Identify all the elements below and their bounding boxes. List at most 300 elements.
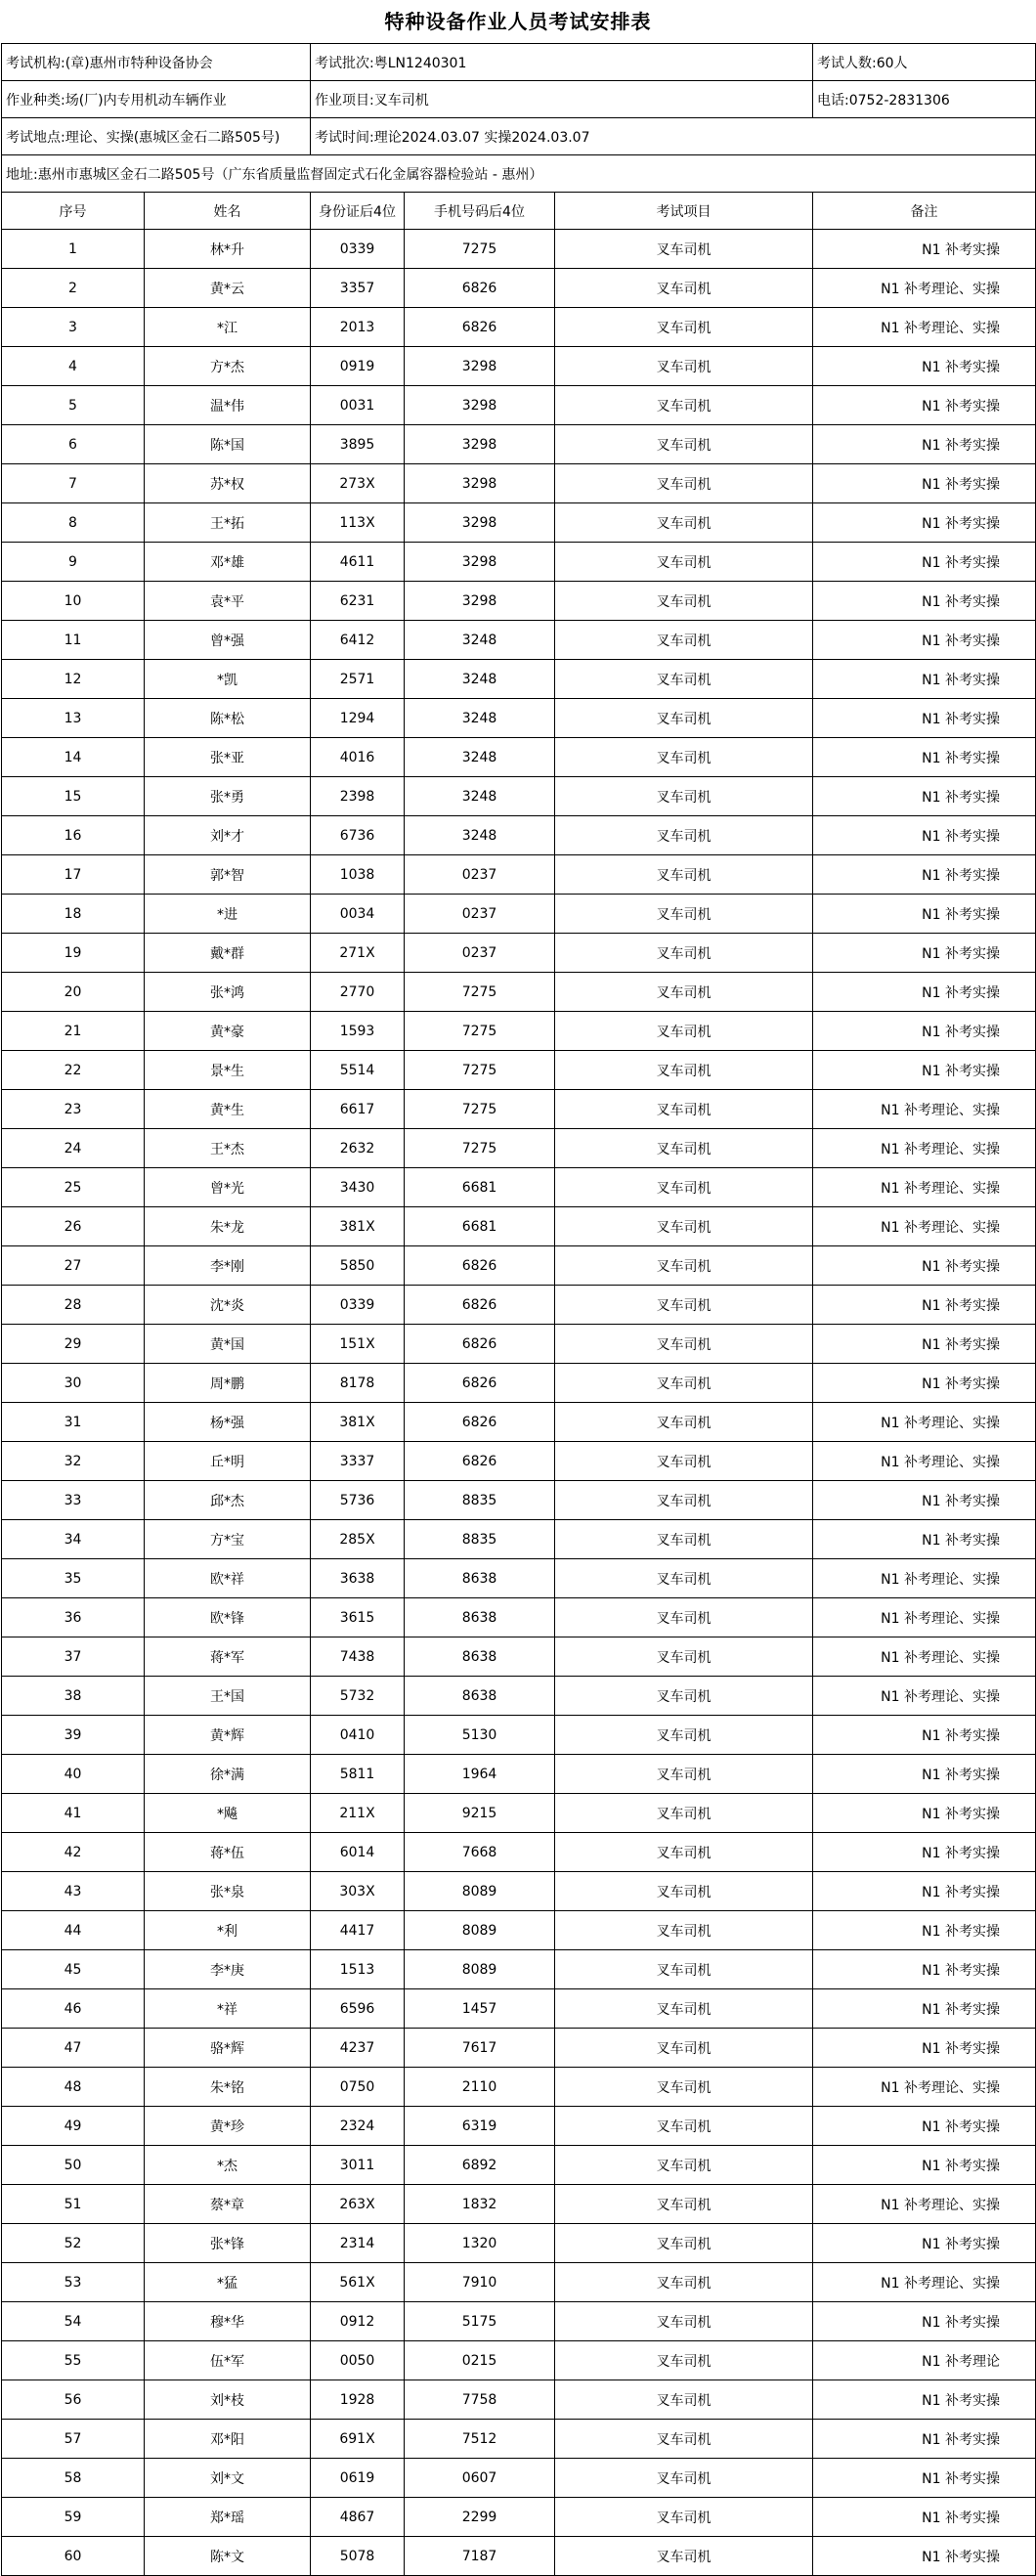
id-last4-cell: 0031	[311, 386, 405, 425]
id-last4-cell: 2013	[311, 308, 405, 347]
seq-cell: 26	[2, 1207, 145, 1246]
remark-cell: N1 补考实操	[813, 2498, 1036, 2537]
phone-last4-cell: 6681	[405, 1207, 555, 1246]
exam-item-cell: 叉车司机	[555, 1442, 813, 1481]
table-row	[2, 230, 1036, 269]
table-row	[2, 1598, 1036, 1637]
id-last4-cell: 2571	[311, 660, 405, 699]
phone-last4-cell: 8089	[405, 1872, 555, 1911]
id-last4-cell: 3337	[311, 1442, 405, 1481]
phone-last4-cell: 8638	[405, 1598, 555, 1637]
table-row	[2, 2146, 1036, 2185]
name-cell: 郑*瑶	[145, 2498, 311, 2537]
remark-cell: N1 补考理论、实操	[813, 2068, 1036, 2107]
table-row	[2, 464, 1036, 503]
id-last4-cell: 0912	[311, 2302, 405, 2341]
table-row	[2, 1325, 1036, 1364]
phone-last4-cell: 5175	[405, 2302, 555, 2341]
name-cell: 朱*龙	[145, 1207, 311, 1246]
exam-item-cell: 叉车司机	[555, 1872, 813, 1911]
exam-item-cell: 叉车司机	[555, 699, 813, 738]
exam-item-cell: 叉车司机	[555, 973, 813, 1012]
remark-cell: N1 补考实操	[813, 2146, 1036, 2185]
table-row	[2, 1403, 1036, 1442]
phone-last4-cell: 8835	[405, 1481, 555, 1520]
phone-last4-cell: 3248	[405, 699, 555, 738]
seq-cell: 28	[2, 1286, 145, 1325]
remark-cell: N1 补考实操	[813, 1989, 1036, 2029]
exam-item-cell: 叉车司机	[555, 621, 813, 660]
phone-last4-cell: 6826	[405, 308, 555, 347]
table-row	[2, 660, 1036, 699]
exam-item-cell: 叉车司机	[555, 1598, 813, 1637]
name-cell: 欧*祥	[145, 1559, 311, 1598]
phone-last4-cell: 7275	[405, 230, 555, 269]
phone-last4-cell: 6826	[405, 1403, 555, 1442]
table-row	[2, 2068, 1036, 2107]
remark-cell: N1 补考实操	[813, 230, 1036, 269]
seq-cell: 25	[2, 1168, 145, 1207]
exam-time: 考试时间:理论2024.03.07 实操2024.03.07	[311, 118, 1036, 155]
table-row	[2, 1051, 1036, 1090]
remark-cell: N1 补考实操	[813, 503, 1036, 543]
table-row	[2, 543, 1036, 582]
remark-cell: N1 补考实操	[813, 464, 1036, 503]
id-last4-cell: 3430	[311, 1168, 405, 1207]
name-cell: 黄*生	[145, 1090, 311, 1129]
exam-item-cell: 叉车司机	[555, 2146, 813, 2185]
table-row	[2, 699, 1036, 738]
remark-cell: N1 补考理论、实操	[813, 269, 1036, 308]
col-header-id-last4: 身份证后4位	[311, 193, 405, 230]
remark-cell: N1 补考实操	[813, 2107, 1036, 2146]
remark-cell: N1 补考实操	[813, 895, 1036, 934]
exam-item-cell: 叉车司机	[555, 816, 813, 855]
phone-last4-cell: 9215	[405, 1794, 555, 1833]
seq-cell: 15	[2, 777, 145, 816]
id-last4-cell: 0750	[311, 2068, 405, 2107]
table-row	[2, 2498, 1036, 2537]
contact-phone: 电话:0752-2831306	[813, 81, 1036, 118]
remark-cell: N1 补考理论、实操	[813, 1442, 1036, 1481]
exam-item-cell: 叉车司机	[555, 2498, 813, 2537]
phone-last4-cell: 7275	[405, 1012, 555, 1051]
remark-cell: N1 补考理论、实操	[813, 1168, 1036, 1207]
phone-last4-cell: 1964	[405, 1755, 555, 1794]
phone-last4-cell: 8638	[405, 1559, 555, 1598]
name-cell: 蒋*军	[145, 1637, 311, 1677]
id-last4-cell: 0919	[311, 347, 405, 386]
exam-item-cell: 叉车司机	[555, 1051, 813, 1090]
name-cell: 骆*辉	[145, 2029, 311, 2068]
exam-item-cell: 叉车司机	[555, 1950, 813, 1989]
exam-item-cell: 叉车司机	[555, 1012, 813, 1051]
exam-item-cell: 叉车司机	[555, 308, 813, 347]
seq-cell: 30	[2, 1364, 145, 1403]
name-cell: 邓*雄	[145, 543, 311, 582]
remark-cell: N1 补考实操	[813, 934, 1036, 973]
seq-cell: 36	[2, 1598, 145, 1637]
remark-cell: N1 补考实操	[813, 699, 1036, 738]
remark-cell: N1 补考实操	[813, 1833, 1036, 1872]
name-cell: 刘*文	[145, 2459, 311, 2498]
phone-last4-cell: 3248	[405, 660, 555, 699]
exam-item-cell: 叉车司机	[555, 2107, 813, 2146]
name-cell: 袁*平	[145, 582, 311, 621]
phone-last4-cell: 6826	[405, 1286, 555, 1325]
seq-cell: 47	[2, 2029, 145, 2068]
exam-item-cell: 叉车司机	[555, 2341, 813, 2380]
seq-cell: 19	[2, 934, 145, 973]
col-header-exam-item: 考试项目	[555, 193, 813, 230]
id-last4-cell: 6617	[311, 1090, 405, 1129]
exam-item-cell: 叉车司机	[555, 1207, 813, 1246]
id-last4-cell: 0034	[311, 895, 405, 934]
exam-item-cell: 叉车司机	[555, 2420, 813, 2459]
seq-cell: 60	[2, 2537, 145, 2576]
table-row	[2, 386, 1036, 425]
phone-last4-cell: 0215	[405, 2341, 555, 2380]
phone-last4-cell: 0607	[405, 2459, 555, 2498]
exam-item-cell: 叉车司机	[555, 2068, 813, 2107]
exam-item-cell: 叉车司机	[555, 2185, 813, 2224]
seq-cell: 56	[2, 2380, 145, 2420]
id-last4-cell: 381X	[311, 1207, 405, 1246]
id-last4-cell: 5736	[311, 1481, 405, 1520]
seq-cell: 55	[2, 2341, 145, 2380]
phone-last4-cell: 1320	[405, 2224, 555, 2263]
exam-item-cell: 叉车司机	[555, 425, 813, 464]
phone-last4-cell: 6826	[405, 1364, 555, 1403]
name-cell: 苏*权	[145, 464, 311, 503]
remark-cell: N1 补考实操	[813, 1872, 1036, 1911]
seq-cell: 52	[2, 2224, 145, 2263]
seq-cell: 49	[2, 2107, 145, 2146]
name-cell: 伍*军	[145, 2341, 311, 2380]
name-cell: *猛	[145, 2263, 311, 2302]
seq-cell: 40	[2, 1755, 145, 1794]
id-last4-cell: 1928	[311, 2380, 405, 2420]
exam-item-cell: 叉车司机	[555, 1559, 813, 1598]
seq-cell: 32	[2, 1442, 145, 1481]
exam-item-cell: 叉车司机	[555, 269, 813, 308]
table-row	[2, 2185, 1036, 2224]
exam-item-cell: 叉车司机	[555, 1246, 813, 1286]
name-cell: 黄*珍	[145, 2107, 311, 2146]
remark-cell: N1 补考理论、实操	[813, 1207, 1036, 1246]
seq-cell: 39	[2, 1716, 145, 1755]
id-last4-cell: 5850	[311, 1246, 405, 1286]
seq-cell: 11	[2, 621, 145, 660]
remark-cell: N1 补考实操	[813, 1012, 1036, 1051]
table-row	[2, 2302, 1036, 2341]
phone-last4-cell: 7187	[405, 2537, 555, 2576]
name-cell: 张*锋	[145, 2224, 311, 2263]
seq-cell: 24	[2, 1129, 145, 1168]
seq-cell: 6	[2, 425, 145, 464]
exam-item-cell: 叉车司机	[555, 2459, 813, 2498]
seq-cell: 1	[2, 230, 145, 269]
name-cell: *祥	[145, 1989, 311, 2029]
remark-cell: N1 补考实操	[813, 621, 1036, 660]
remark-cell: N1 补考理论、实操	[813, 1129, 1036, 1168]
name-cell: *利	[145, 1911, 311, 1950]
phone-last4-cell: 6826	[405, 1246, 555, 1286]
exam-location: 考试地点:理论、实操(惠城区金石二路505号)	[2, 118, 311, 155]
phone-last4-cell: 7275	[405, 1051, 555, 1090]
table-row	[2, 1168, 1036, 1207]
exam-item-cell: 叉车司机	[555, 2380, 813, 2420]
col-header-phone-last4: 手机号码后4位	[405, 193, 555, 230]
exam-item-cell: 叉车司机	[555, 2029, 813, 2068]
exam-item-cell: 叉车司机	[555, 934, 813, 973]
phone-last4-cell: 3298	[405, 503, 555, 543]
seq-cell: 17	[2, 855, 145, 895]
id-last4-cell: 285X	[311, 1520, 405, 1559]
name-cell: 方*杰	[145, 347, 311, 386]
name-cell: *江	[145, 308, 311, 347]
exam-item-cell: 叉车司机	[555, 1364, 813, 1403]
remark-cell: N1 补考实操	[813, 973, 1036, 1012]
exam-org: 考试机构:(章)惠州市特种设备协会	[2, 44, 311, 81]
remark-cell: N1 补考实操	[813, 543, 1036, 582]
phone-last4-cell: 3298	[405, 543, 555, 582]
table-row	[2, 621, 1036, 660]
table-row	[2, 855, 1036, 895]
table-row	[2, 2537, 1036, 2576]
phone-last4-cell: 6826	[405, 1442, 555, 1481]
table-row	[2, 777, 1036, 816]
seq-cell: 9	[2, 543, 145, 582]
table-row	[2, 347, 1036, 386]
exam-batch: 考试批次:粤LN1240301	[311, 44, 813, 81]
table-row	[2, 2107, 1036, 2146]
table-row	[2, 2224, 1036, 2263]
id-last4-cell: 5514	[311, 1051, 405, 1090]
exam-item-cell: 叉车司机	[555, 1677, 813, 1716]
name-cell: 林*升	[145, 230, 311, 269]
name-cell: 蒋*伍	[145, 1833, 311, 1872]
remark-cell: N1 补考实操	[813, 1051, 1036, 1090]
phone-last4-cell: 8089	[405, 1911, 555, 1950]
remark-cell: N1 补考理论、实操	[813, 1090, 1036, 1129]
exam-count: 考试人数:60人	[813, 44, 1036, 81]
table-row	[2, 1950, 1036, 1989]
table-row	[2, 1520, 1036, 1559]
phone-last4-cell: 0237	[405, 934, 555, 973]
table-row	[2, 1481, 1036, 1520]
remark-cell: N1 补考实操	[813, 1794, 1036, 1833]
remark-cell: N1 补考理论、实操	[813, 1559, 1036, 1598]
name-cell: 黄*辉	[145, 1716, 311, 1755]
table-row	[2, 1637, 1036, 1677]
exam-item-cell: 叉车司机	[555, 1403, 813, 1442]
remark-cell: N1 补考实操	[813, 347, 1036, 386]
table-row	[2, 1207, 1036, 1246]
exam-item-cell: 叉车司机	[555, 230, 813, 269]
id-last4-cell: 303X	[311, 1872, 405, 1911]
remark-cell: N1 补考实操	[813, 386, 1036, 425]
table-row	[2, 973, 1036, 1012]
table-row	[2, 1794, 1036, 1833]
table-row	[2, 1716, 1036, 1755]
exam-item-cell: 叉车司机	[555, 1129, 813, 1168]
remark-cell: N1 补考实操	[813, 2224, 1036, 2263]
phone-last4-cell: 7275	[405, 973, 555, 1012]
exam-item-cell: 叉车司机	[555, 386, 813, 425]
exam-item-cell: 叉车司机	[555, 660, 813, 699]
id-last4-cell: 3357	[311, 269, 405, 308]
id-last4-cell: 8178	[311, 1364, 405, 1403]
id-last4-cell: 4611	[311, 543, 405, 582]
table-row	[2, 2263, 1036, 2302]
table-row	[2, 1755, 1036, 1794]
id-last4-cell: 273X	[311, 464, 405, 503]
seq-cell: 34	[2, 1520, 145, 1559]
exam-item-cell: 叉车司机	[555, 2302, 813, 2341]
table-row	[2, 425, 1036, 464]
work-item: 作业项目:叉车司机	[311, 81, 813, 118]
phone-last4-cell: 7275	[405, 1090, 555, 1129]
table-row	[2, 2459, 1036, 2498]
seq-cell: 22	[2, 1051, 145, 1090]
name-cell: 张*泉	[145, 1872, 311, 1911]
id-last4-cell: 6231	[311, 582, 405, 621]
table-row	[2, 1989, 1036, 2029]
table-row	[2, 1090, 1036, 1129]
name-cell: 欧*锋	[145, 1598, 311, 1637]
seq-cell: 54	[2, 2302, 145, 2341]
name-cell: *飚	[145, 1794, 311, 1833]
remark-cell: N1 补考实操	[813, 1246, 1036, 1286]
remark-cell: N1 补考实操	[813, 2459, 1036, 2498]
col-header-name: 姓名	[145, 193, 311, 230]
table-row	[2, 2029, 1036, 2068]
exam-item-cell: 叉车司机	[555, 777, 813, 816]
seq-cell: 41	[2, 1794, 145, 1833]
phone-last4-cell: 1457	[405, 1989, 555, 2029]
remark-cell: N1 补考理论、实操	[813, 2185, 1036, 2224]
seq-cell: 50	[2, 2146, 145, 2185]
exam-item-cell: 叉车司机	[555, 1911, 813, 1950]
table-row	[2, 1911, 1036, 1950]
phone-last4-cell: 2299	[405, 2498, 555, 2537]
remark-cell: N1 补考实操	[813, 777, 1036, 816]
name-cell: 陈*国	[145, 425, 311, 464]
id-last4-cell: 2324	[311, 2107, 405, 2146]
remark-cell: N1 补考实操	[813, 1325, 1036, 1364]
phone-last4-cell: 0237	[405, 855, 555, 895]
table-row	[2, 934, 1036, 973]
exam-item-cell: 叉车司机	[555, 347, 813, 386]
phone-last4-cell: 6319	[405, 2107, 555, 2146]
name-cell: 黄*云	[145, 269, 311, 308]
remark-cell: N1 补考理论、实操	[813, 1403, 1036, 1442]
id-last4-cell: 4237	[311, 2029, 405, 2068]
name-cell: 王*国	[145, 1677, 311, 1716]
id-last4-cell: 2314	[311, 2224, 405, 2263]
id-last4-cell: 381X	[311, 1403, 405, 1442]
seq-cell: 14	[2, 738, 145, 777]
remark-cell: N1 补考实操	[813, 1911, 1036, 1950]
table-row	[2, 1677, 1036, 1716]
name-cell: 蔡*章	[145, 2185, 311, 2224]
seq-cell: 5	[2, 386, 145, 425]
table-row	[2, 1129, 1036, 1168]
id-last4-cell: 5078	[311, 2537, 405, 2576]
exam-item-cell: 叉车司机	[555, 1716, 813, 1755]
name-cell: 沈*炎	[145, 1286, 311, 1325]
seq-cell: 37	[2, 1637, 145, 1677]
seq-cell: 38	[2, 1677, 145, 1716]
seq-cell: 4	[2, 347, 145, 386]
phone-last4-cell: 3248	[405, 816, 555, 855]
exam-item-cell: 叉车司机	[555, 1833, 813, 1872]
exam-item-cell: 叉车司机	[555, 543, 813, 582]
remark-cell: N1 补考实操	[813, 2380, 1036, 2420]
remark-cell: N1 补考实操	[813, 1520, 1036, 1559]
id-last4-cell: 2398	[311, 777, 405, 816]
phone-last4-cell: 8089	[405, 1950, 555, 1989]
name-cell: 朱*铭	[145, 2068, 311, 2107]
remark-cell: N1 补考理论、实操	[813, 1677, 1036, 1716]
seq-cell: 42	[2, 1833, 145, 1872]
exam-item-cell: 叉车司机	[555, 2263, 813, 2302]
phone-last4-cell: 3298	[405, 386, 555, 425]
table-row	[2, 503, 1036, 543]
id-last4-cell: 3011	[311, 2146, 405, 2185]
remark-cell: N1 补考实操	[813, 582, 1036, 621]
phone-last4-cell: 6826	[405, 269, 555, 308]
seq-cell: 16	[2, 816, 145, 855]
name-cell: 李*庚	[145, 1950, 311, 1989]
phone-last4-cell: 7758	[405, 2380, 555, 2420]
id-last4-cell: 2770	[311, 973, 405, 1012]
name-cell: 郭*智	[145, 855, 311, 895]
phone-last4-cell: 3248	[405, 738, 555, 777]
id-last4-cell: 1513	[311, 1950, 405, 1989]
seq-cell: 35	[2, 1559, 145, 1598]
id-last4-cell: 151X	[311, 1325, 405, 1364]
name-cell: 方*宝	[145, 1520, 311, 1559]
remark-cell: N1 补考实操	[813, 2537, 1036, 2576]
id-last4-cell: 6014	[311, 1833, 405, 1872]
exam-schedule-table	[1, 43, 1036, 2576]
phone-last4-cell: 8835	[405, 1520, 555, 1559]
seq-cell: 20	[2, 973, 145, 1012]
remark-cell: N1 补考理论、实操	[813, 2263, 1036, 2302]
exam-item-cell: 叉车司机	[555, 582, 813, 621]
col-header-remark: 备注	[813, 193, 1036, 230]
id-last4-cell: 263X	[311, 2185, 405, 2224]
seq-cell: 18	[2, 895, 145, 934]
seq-cell: 57	[2, 2420, 145, 2459]
id-last4-cell: 5732	[311, 1677, 405, 1716]
exam-item-cell: 叉车司机	[555, 1989, 813, 2029]
phone-last4-cell: 7512	[405, 2420, 555, 2459]
phone-last4-cell: 7617	[405, 2029, 555, 2068]
exam-item-cell: 叉车司机	[555, 738, 813, 777]
seq-cell: 27	[2, 1246, 145, 1286]
phone-last4-cell: 3298	[405, 425, 555, 464]
remark-cell: N1 补考实操	[813, 1950, 1036, 1989]
exam-item-cell: 叉车司机	[555, 1637, 813, 1677]
exam-address: 地址:惠州市惠城区金石二路505号（广东省质量监督固定式石化金属容器检验站 - 惠州）	[2, 155, 1036, 193]
seq-cell: 8	[2, 503, 145, 543]
info-section	[2, 44, 1036, 230]
id-last4-cell: 3895	[311, 425, 405, 464]
remark-cell: N1 补考实操	[813, 2420, 1036, 2459]
